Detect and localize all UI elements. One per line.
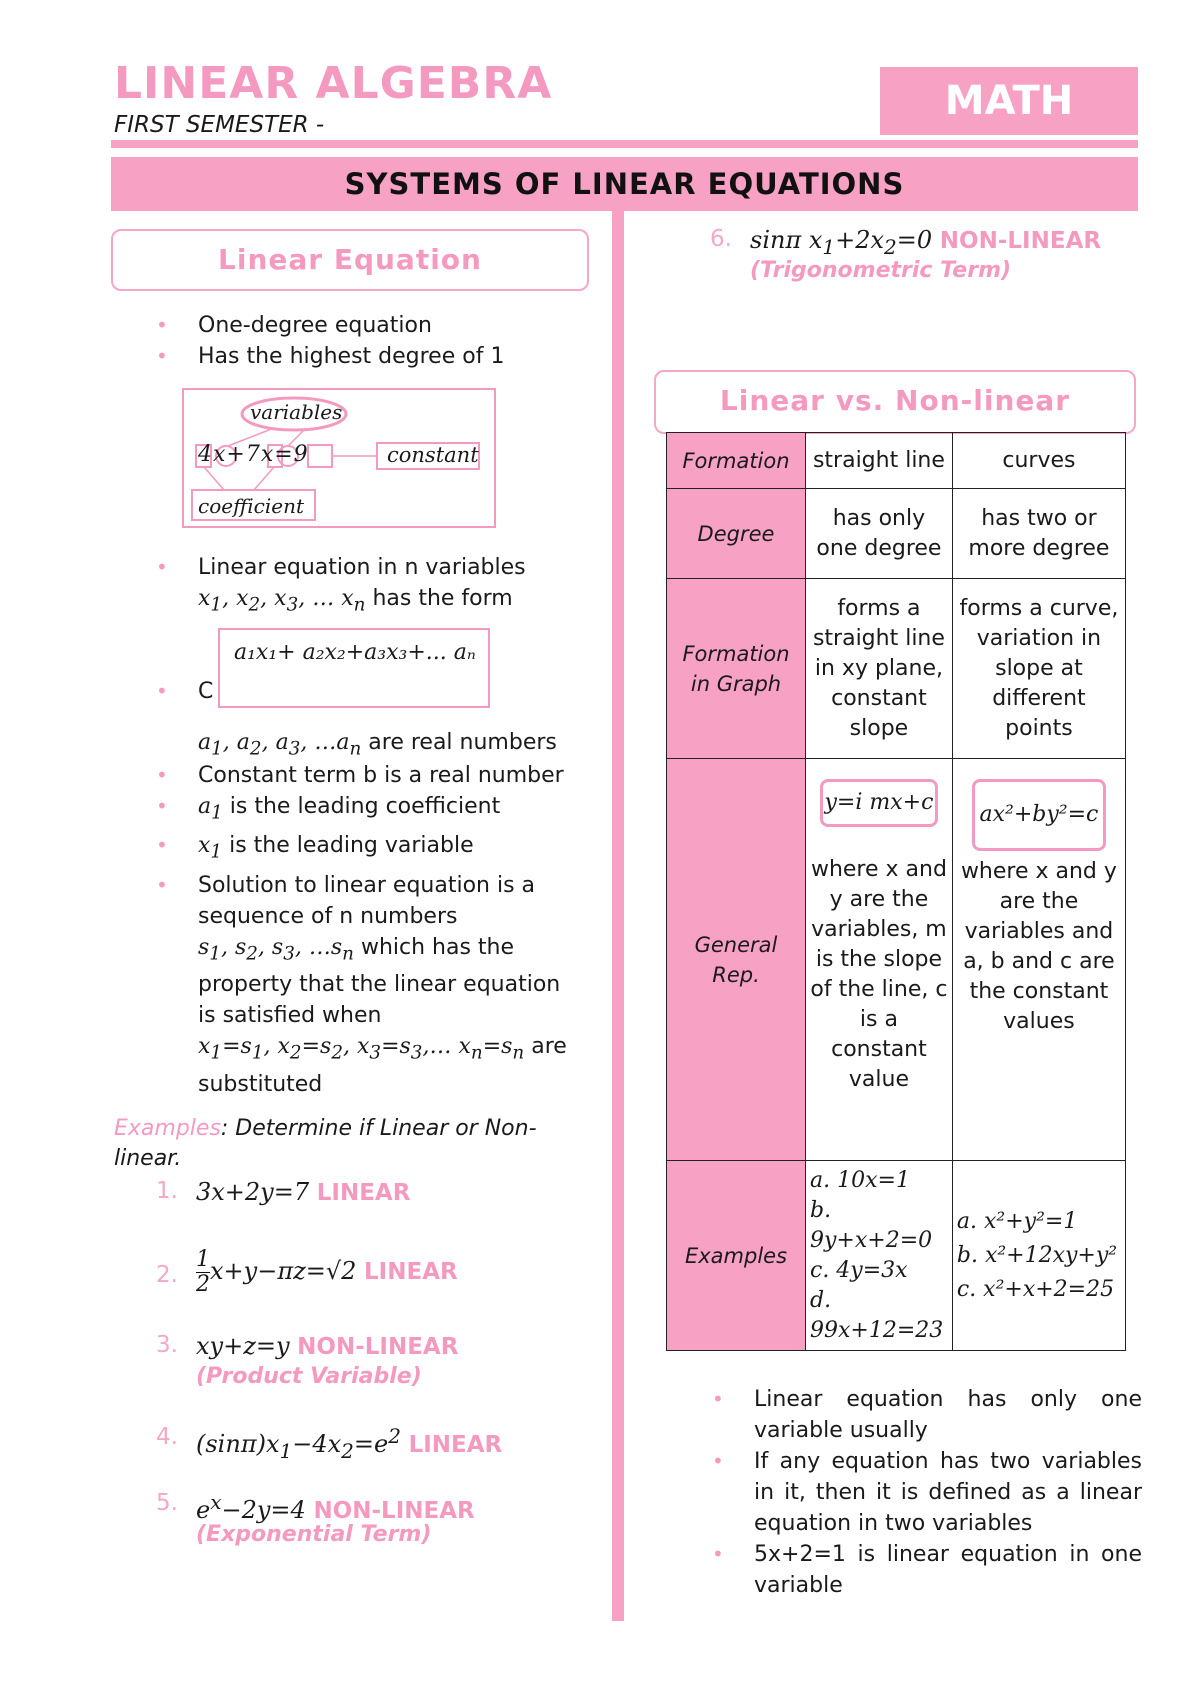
example-entry: a. x²+y²=1 <box>956 1208 1078 1234</box>
table-cell: forms a straight line in xy plane, constant slope <box>806 579 953 759</box>
solution-text: Solution to linear equation is a <box>198 872 536 898</box>
list-item: • $x_1$ is the leading variable <box>156 830 606 867</box>
list-item: • $a_1$ is the leading coefficient <box>156 791 606 828</box>
list-item: • Solution to linear equation is a sequence of n numbers $s_1$, $s_2$, $s_3$, $\dots s_n$ which has the property that the linear equation is satisfied when $x_1=s_1$, $x_2=s_2$, $x_3=s_3,\dots$ $x_n=s_n$ are substituted <box>156 870 606 1100</box>
example-equation: xy+z=y NON-LINEAR <box>196 1332 459 1360</box>
example-entry: c. 4y=3x <box>810 1257 908 1283</box>
example-number: 5. <box>156 1490 178 1516</box>
table-cell <box>806 759 953 1161</box>
example-number: 2. <box>156 1262 178 1288</box>
c-list <box>156 676 216 707</box>
linear-description: where x and y are the variables, m is the slope of the line, c is a constant value <box>810 857 948 1092</box>
row-header: Formation <box>667 433 806 489</box>
table-cell: curves <box>952 433 1125 489</box>
examples-instruction: linear. <box>114 1146 182 1171</box>
comparison-table <box>666 432 1126 1351</box>
example-verdict: NON-LINEAR <box>313 1498 475 1524</box>
table-cell: forms a curve, variation in slope at different points <box>952 579 1125 759</box>
example-entry: d. 99x+12=23 <box>810 1287 944 1343</box>
example-entry: a. 10x=1 <box>810 1167 910 1193</box>
list-item: • Constant term b is a real number <box>156 760 606 791</box>
properties-list <box>156 760 606 1100</box>
list-item <box>156 552 596 620</box>
list-item: • 5x+2=1 is linear equation in one variable <box>712 1539 1142 1601</box>
leading-variable-text: is the leading variable <box>229 833 474 859</box>
definition-list <box>156 310 596 372</box>
solution-text: property that the linear equation <box>198 972 561 998</box>
coefficients-sequence: $a_1$, $a_2$, $a_3$, $\dots a_n$ <box>198 730 362 760</box>
example-equation: sinπ $x_1+2x_2=0$ NON-LINEAR <box>750 226 1102 259</box>
list-item: • One-degree equation <box>156 310 596 341</box>
table-cell <box>952 1161 1125 1351</box>
n-variable-list <box>156 552 596 620</box>
subject-badge: MATH <box>880 67 1138 135</box>
coefficients-line <box>198 730 557 759</box>
nonlinear-description: where x and y are the variables and a, b and c are the constant values <box>960 859 1117 1034</box>
document-subtitle: FIRST SEMESTER - <box>114 112 325 138</box>
examples-label: Examples <box>114 1116 221 1141</box>
example-verdict: NON-LINEAR <box>297 1334 459 1360</box>
row-header: Examples <box>667 1161 806 1351</box>
coefficient-label: coefficient <box>198 494 304 518</box>
list-item: • Linear equation has only one variable usually <box>712 1384 1142 1446</box>
table-cell <box>806 1161 953 1351</box>
row-header: General Rep. <box>667 759 806 1161</box>
row-header: Degree <box>667 489 806 579</box>
section-title: SYSTEMS OF LINEAR EQUATIONS <box>111 157 1138 211</box>
example-entry: c. x²+x+2=25 <box>956 1276 1115 1302</box>
comparison-heading: Linear vs. Non-linear <box>654 370 1136 434</box>
nonlinear-formula: ax²+by²=c <box>972 779 1106 851</box>
table-cell: has two or more degree <box>952 489 1125 579</box>
example-verdict: LINEAR <box>316 1180 411 1206</box>
solution-text: substituted <box>198 1071 323 1097</box>
solution-text: sequence of n numbers <box>198 903 458 929</box>
example-note: (Product Variable) <box>196 1364 422 1389</box>
example-number: 6. <box>710 226 732 252</box>
solution-text: are <box>531 1034 567 1060</box>
examples-intro <box>114 1114 594 1174</box>
example-entry: b. 9y+x+2=0 <box>810 1197 933 1253</box>
example-number: 3. <box>156 1332 178 1358</box>
table-row <box>667 579 1126 759</box>
example-equation: 3x+2y=7 LINEAR <box>196 1178 411 1206</box>
constant-label: constant <box>387 443 479 467</box>
solution-text: which has the <box>360 934 515 960</box>
example-equation: $(\sin\pi)x_1-4x_2=e^2$ LINEAR <box>196 1424 503 1463</box>
example-equation: $\frac{1}{2}$ x+y−πz=√2 LINEAR <box>196 1247 458 1297</box>
example-note: (Trigonometric Term) <box>750 258 1012 283</box>
list-item: • Has the highest degree of 1 <box>156 341 596 372</box>
document-title: LINEAR ALGEBRA <box>114 58 553 109</box>
table-cell: has only one degree <box>806 489 953 579</box>
example-equation: $e^x-2y=4$ NON-LINEAR <box>196 1490 475 1524</box>
leading-coefficient-text: is the leading coefficient <box>229 794 501 819</box>
real-numbers-text: are real numbers <box>368 730 557 755</box>
list-item: • If any equation has two variables in it, then it is defined as a linear equation in two variables <box>712 1446 1142 1539</box>
variable-sequence: $x_1$, $x_2$, $x_3$, … $x_n$ <box>198 586 366 616</box>
row-header: Formation in Graph <box>667 579 806 759</box>
notes-list <box>712 1384 1142 1601</box>
general-form-box: a₁x₁+ a₂x₂+a₃x₃+... aₙ <box>218 628 490 708</box>
solution-text: is satisfied when <box>198 1003 382 1029</box>
variables-label: variables <box>250 400 343 424</box>
table-row <box>667 489 1126 579</box>
table-row <box>667 433 1126 489</box>
table-row <box>667 1161 1126 1351</box>
examples-instruction: : Determine if Linear or Non- <box>220 1116 537 1141</box>
diagram-equation: 4x+7x=9 <box>198 442 309 467</box>
example-note: (Exponential Term) <box>196 1522 432 1547</box>
example-verdict: LINEAR <box>364 1259 458 1285</box>
has-form-text: has the form <box>372 586 513 611</box>
column-divider <box>612 211 624 1621</box>
linear-equation-heading: Linear Equation <box>111 229 589 291</box>
example-verdict: NON-LINEAR <box>939 228 1102 254</box>
header-rule <box>111 140 1138 148</box>
table-row <box>667 759 1126 1161</box>
example-verdict: LINEAR <box>408 1432 503 1458</box>
equation-diagram <box>182 388 496 528</box>
example-entry: b. x²+12xy+y² <box>956 1242 1118 1268</box>
linear-formula: y=i mx+c <box>820 779 938 827</box>
table-cell: straight line <box>806 433 953 489</box>
example-number: 1. <box>156 1178 178 1204</box>
list-item: • C <box>156 676 216 707</box>
n-variable-text: Linear equation in n variables <box>198 555 526 580</box>
table-cell <box>952 759 1125 1161</box>
example-number: 4. <box>156 1424 178 1450</box>
